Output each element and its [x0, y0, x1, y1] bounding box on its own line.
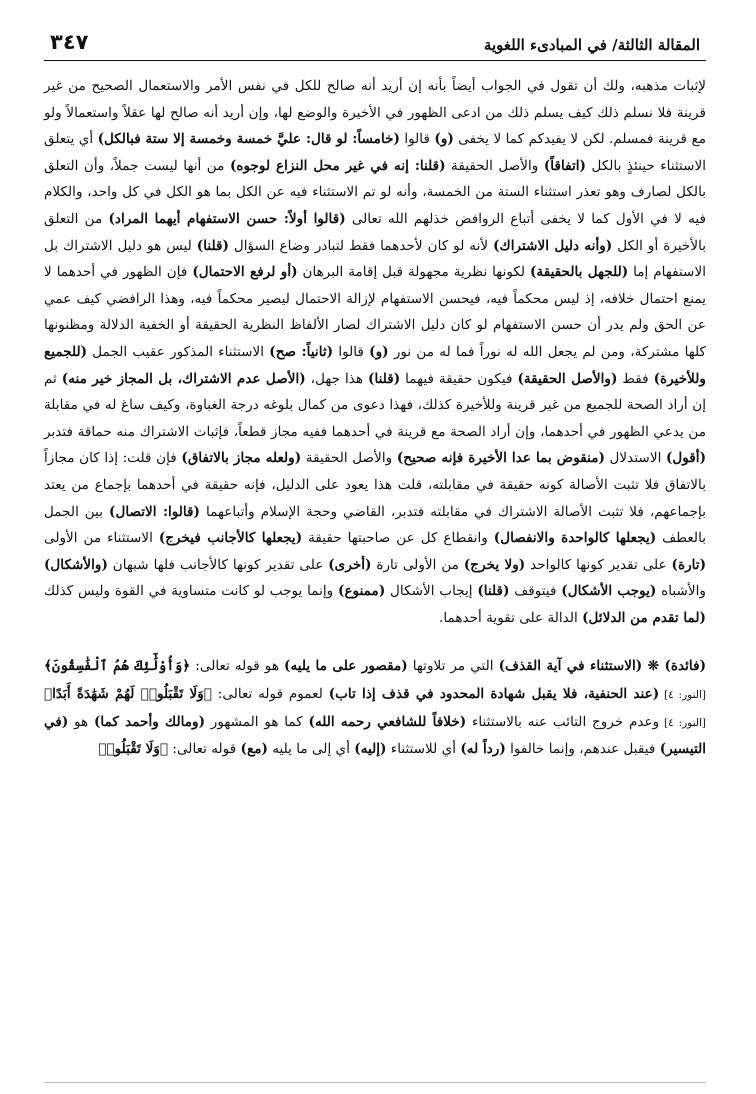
text-segment: ثم إن أراد الصحة للجميع من غير قرينة وللأخيرة كذلك، فهذا دعوى من كمال بلوغه درجة الغباوة، وكيف ساغ له في مقابلة من يدعي الظهور في أحدهما، وإن أراد الصحة مع قرينة في أحدهما ففيه مجاز قطعاً، فإثبات الاشتراك منه حماقة فتدبر — [44, 370, 706, 440]
text-segment: ليس هو دليل الاشتراك بل الاستفهام إما — [44, 237, 706, 281]
text-segment: والأصل الحقيقة — [301, 450, 397, 467]
text-segment: إيجاب الأشكال — [385, 583, 478, 600]
text-segment: الاستدلال — [604, 450, 666, 467]
bold-segment: (يجعلها كالواحدة والانفصال) — [493, 530, 657, 547]
text-segment: فيتوقف — [509, 583, 562, 600]
text-segment: الاستثناء من الأولى — [44, 530, 159, 547]
bold-segment: (فائدة) ❊ (الاستثناء في آية القذف) — [498, 658, 707, 675]
text-segment: قالوا — [399, 131, 435, 148]
text-segment: أي للاستثناء — [386, 741, 461, 758]
text-segment: فإن قلت: إذا كان مجازاً بالاتفاق فلا تثبت الأصالة كونه حقيقة في مقابلته، قلت هذا يعود على الدليل، فإنه حقيقة في أحدهما بإجماع من يعتد بإجماعهم، فلا تثبت الأصالة الاشتراك في مقابلته فتدبر، القاضي وحجة الإسلام وأتباعهما — [44, 450, 706, 520]
text-segment: من التعلق بالأخيرة أو الكل — [44, 210, 707, 254]
footer-rule — [44, 1082, 706, 1083]
text-segment: فيقبل عندهم، وإنما خالفوا — [505, 741, 660, 758]
text-segment: وعدم خروج التائب عنه بالاستثناء — [466, 713, 660, 730]
text-segment: بين الجمل بالعطف — [44, 503, 706, 547]
bold-segment: (وأنه دليل الاشتراك) — [493, 237, 613, 254]
bold-segment: (يوجب الأشكال) — [561, 583, 657, 600]
body-text — [44, 73, 706, 763]
page-number: ٣٤٧ — [50, 30, 89, 54]
bold-segment: (مع) — [240, 741, 268, 758]
quran-quote: ﴿وَلَا تَقْبَلُوا۟ لَهُمْ شَهَٰدَةً أَبَدًا﴾ — [44, 686, 212, 703]
bold-segment: (قلنا) — [196, 237, 229, 254]
bold-segment: (قلنا: إنه في غير محل النزاع لوجوه) — [229, 157, 446, 174]
text-segment: والأشباه — [656, 583, 706, 600]
bold-segment: (ممنوع) — [338, 583, 386, 600]
text-segment: من الأولى تارة — [371, 556, 464, 573]
bold-segment: (قالوا: الاتصال) — [109, 503, 200, 520]
text-segment: كما هو المشهور — [205, 713, 309, 730]
text-segment: وانقطاع كل عن صاحبتها حقيقة — [302, 530, 494, 547]
text-segment: هذا جهل، — [305, 370, 369, 387]
text-segment: لكونها نظرية مجهولة قبل إقامة البرهان — [297, 264, 530, 281]
bold-segment: (و) — [434, 131, 454, 148]
bold-segment: (قالوا أولاً: حسن الاستفهام أيهما المراد) — [108, 210, 346, 227]
bold-segment: (والأصل الحقيقة) — [517, 370, 618, 387]
bold-segment: (في التيسير) — [44, 713, 706, 758]
bold-segment: (خامساً: لو قال: عليَّ خمسة وخمسة إلا ستة فبالكل) — [97, 131, 400, 148]
paragraph — [44, 73, 706, 631]
quran-quote: ﴿وَأُوْلَٰٓئِكَ هُمُ ٱلْفَٰسِقُونَ﴾ — [44, 658, 191, 675]
text-segment: لأنه لو كان لأحدهما فقط لتبادر وضاع السؤال — [228, 237, 494, 254]
header-title: المقالة الثالثة/ في المبادىء اللغوية — [483, 36, 700, 54]
bold-segment: (قلنا) — [477, 583, 510, 600]
quran-quote: ﴿وَلَا تَقْبَلُوا۟ — [98, 741, 169, 758]
bold-segment: (اتفاقاً) — [543, 157, 586, 174]
bold-segment: (تارة) — [671, 556, 707, 573]
bold-segment: (أقول) — [665, 450, 707, 467]
text-segment: على تقدير كونها كالواحد — [525, 556, 672, 573]
text-segment: فقط — [617, 370, 654, 387]
text-segment: الدالة على تقوية أحدهما. — [439, 609, 583, 626]
bold-segment: (رداً له) — [460, 741, 506, 758]
bold-segment: (مقصور على ما يليه) — [284, 658, 408, 675]
verse-reference: [النور: ٤] — [659, 689, 706, 702]
text-segment: فإن الظهور في أحدهما لا يمنع احتمال خلافه، إذ ليس محكماً فيه، فيحسن الاستفهام لإزالة الاحتمال ليصير محكماً فيه، وهذا الرافضي كيف عمي عن الحق ولم يدر أن حسن الاستفهام لو كان دليل الاشتراك لصار الألفاظ النظرية الحقيقة أو الخفية الدلالة ومظنونها كلها مشتركة، ومن لم يجعل الله له نوراً فما له من نور — [44, 264, 706, 360]
text-segment: قالوا — [333, 343, 370, 360]
running-header — [44, 30, 706, 61]
bold-segment: (ومالك وأحمد كما) — [94, 713, 206, 730]
text-segment: التي مر تلاوتها — [407, 658, 499, 675]
text-segment: هو قوله تعالى: — [190, 658, 285, 675]
text-segment: والأصل الحقيقة — [445, 157, 544, 174]
text-segment: الاستثناء المذكور عقيب الجمل — [87, 343, 270, 360]
text-segment: أي إلى ما يليه — [267, 741, 355, 758]
bold-segment: (ثانياً: صح) — [269, 343, 334, 360]
bold-segment: (منقوض بما عدا الأخيرة فإنه صحيح) — [396, 450, 605, 467]
text-segment: قوله تعالى: — [168, 741, 241, 758]
bold-segment: (و) — [369, 343, 389, 360]
text-segment: فيكون حقيقة فيهما — [400, 370, 518, 387]
bold-segment: (أخرى) — [328, 556, 372, 573]
paragraph — [44, 653, 706, 762]
text-segment: وإنما يوجب لو كانت متساوية في القوة وليس كذلك — [44, 583, 339, 600]
bold-segment: (خلافاً للشافعي رحمه الله) — [308, 713, 467, 730]
bold-segment: (ولعله مجاز بالاتفاق) — [181, 450, 302, 467]
text-segment: من أنها ليست جملاً، وأن التعلق بالكل لصارف وهو تعذر استثناء الستة من الخمسة، وأنه لو تم الاستثناء فيه عن الكل بما هو الكل في كل واحد، والكلام فيه لا في الأول كما لا يخفى أتباع الروافض خذلهم الله تعالى — [44, 157, 706, 227]
text-segment: أي يتعلق الاستثناء حينئذٍ بالكل — [44, 131, 707, 174]
bold-segment: (أو لرفع الاحتمال) — [192, 264, 298, 281]
bold-segment: (للجميع وللأخيرة) — [44, 343, 706, 387]
bold-segment: (للجهل بالحقيقة) — [529, 264, 629, 281]
bold-segment: (ولا يخرج) — [463, 556, 526, 573]
bold-segment: (والأشكال) — [44, 556, 108, 573]
text-segment: على تقدير كونها كالأجانب فلها شبهان — [107, 556, 329, 573]
bold-segment: (يجعلها كالأجانب فيخرج) — [158, 530, 303, 547]
text-segment: لإثبات مذهبه، ولك أن تقول في الجواب أيضاً بأنه إن أريد أنه صالح للكل في نفس الأمر والاستعمال الصحيح من غير قرينة فلا نسلم ذلك كيف يسلم ذلك من ادعى الظهور في الأخيرة والوضع لها، وإن أريد أنه صالح لها عقلاً واستعمالاً ولو مع قرينة فمسلم. لكن لا يفيدكم كما لا يخفى — [44, 78, 706, 148]
bold-segment: (قلنا) — [368, 370, 401, 387]
bold-segment: (عند الحنفية، فلا يقبل شهادة المحدود في قذف إذا تاب) — [328, 686, 660, 703]
bold-segment: (الأصل عدم الاشتراك، بل المجاز خير منه) — [61, 370, 306, 387]
text-segment: لعموم قوله تعالى: — [211, 686, 329, 703]
verse-reference: [النور: ٤] — [659, 716, 706, 729]
bold-segment: (إليه) — [354, 741, 387, 758]
text-segment: هو — [68, 713, 94, 730]
paragraph-spacer — [44, 631, 706, 653]
bold-segment: (لما تقدم من الدلائل) — [582, 609, 706, 626]
